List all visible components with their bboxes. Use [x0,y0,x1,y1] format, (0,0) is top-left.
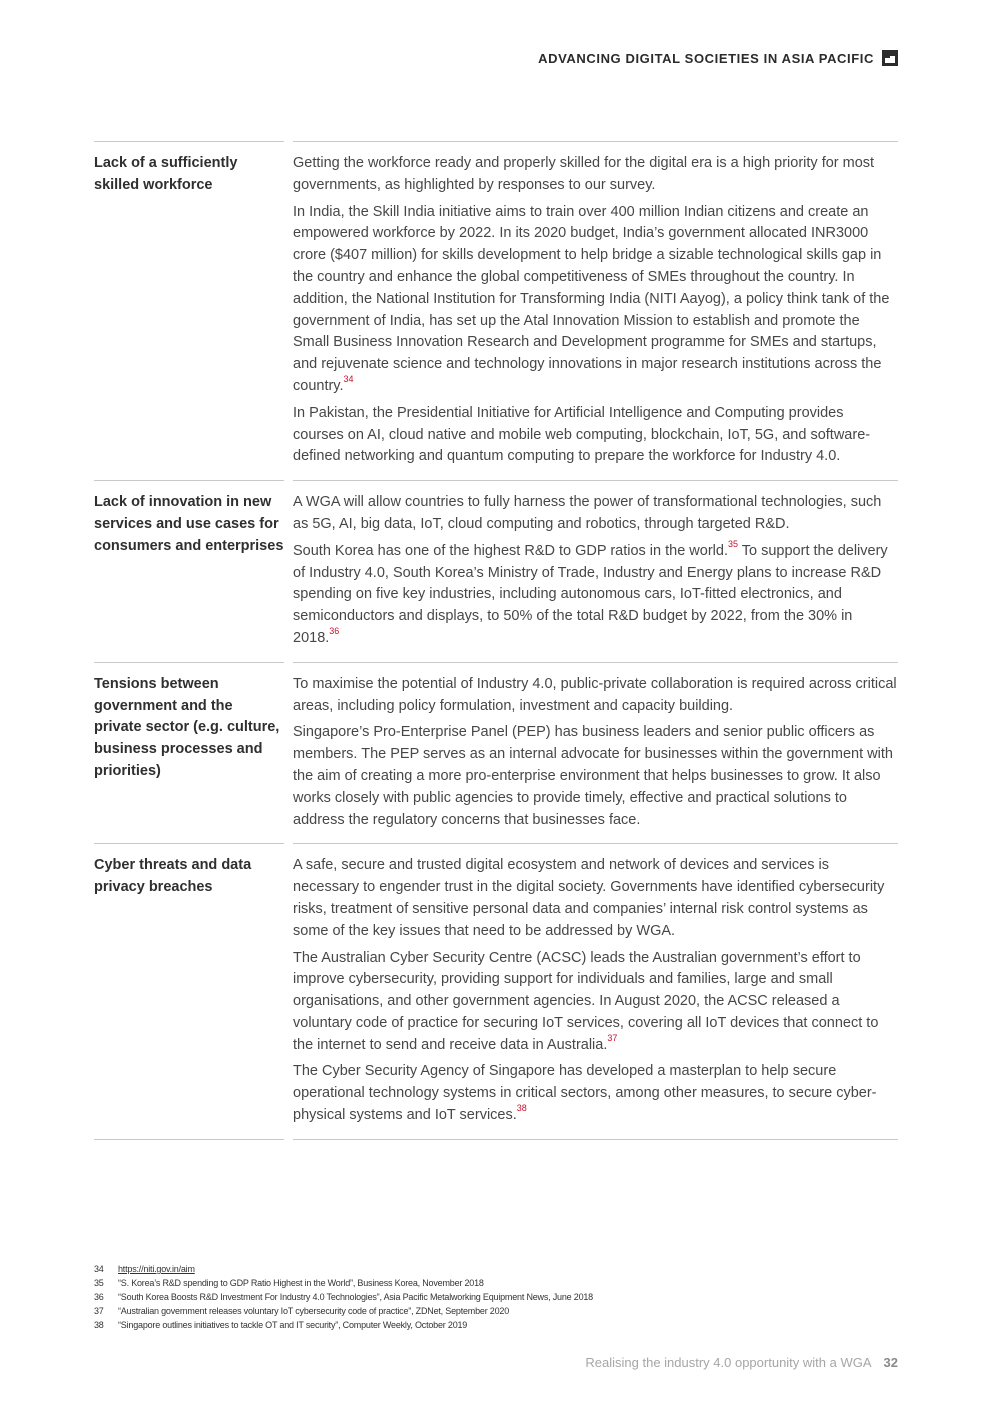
footnotes [94,1262,898,1332]
footnote-item [94,1318,898,1332]
footnote-link[interactable]: https://niti.gov.in/aim [118,1264,195,1274]
table-row [94,662,898,844]
body-paragraph: The Australian Cyber Security Centre (ACSC) leads the Australian government’s effort to improve cybersecurity, providing support for individuals and families, large and small organisations, and other government agencies. In August 2020, the ACSC released a voluntary code of practice for securing IoT services, covering all IoT devices that connect to the internet to send and receive data in Australia.$^{37}$ [293,949,879,1053]
footnote-ref[interactable]: 34 [343,374,354,385]
row-title: Lack of innovation in new services and use cases for consumers and enterprises [94,494,284,554]
table-bottom-rule [94,1139,898,1140]
body-paragraph: To maximise the potential of Industry 4.0, public-private collaboration is required across critical areas, including policy formulation, investment and capacity building. [293,675,897,714]
footnote-item [94,1276,898,1290]
row-title: Cyber threats and data privacy breaches [94,857,252,896]
footnote-number: 34 [94,1264,104,1274]
row-title: Lack of a sufficiently skilled workforce [94,155,238,193]
row-body [293,843,898,1139]
row-title: Tensions between government and the private sector (e.g. culture, business processes and priorities) [94,675,280,779]
page-header [538,49,898,67]
footnote-text: “South Korea Boosts R&D Investment For Industry 4.0 Technologies”, Asia Pacific Metalworking Equipment News, June 2018 [118,1292,593,1302]
footnote-ref[interactable]: 37 [607,1032,618,1043]
row-body [293,662,898,844]
footnote-number: 38 [94,1320,104,1330]
footnote-item [94,1304,898,1318]
footnote-number: 36 [94,1292,104,1302]
table-row [94,480,898,662]
body-paragraph: A WGA will allow countries to fully harness the power of transformational technologies, such as 5G, AI, big data, IoT, cloud computing and robotics, through targeted R&D. [293,494,882,532]
body-paragraph: Singapore’s Pro-Enterprise Panel (PEP) has business leaders and senior public officers as members. The PEP serves as an internal advocate for businesses within the government with the aim of creating a more pro-enterprise environment that helps businesses to grow. It also works closely with public agencies to provide timely, effective and practical solutions to address the regulatory concerns that businesses face. [293,724,893,828]
header-title: ADVANCING DIGITAL SOCIETIES IN ASIA PACIFIC [538,50,874,66]
body-paragraph: South Korea has one of the highest R&D to GDP ratios in the world.$^{35}$ To support the delivery of Industry 4.0, South Korea’s Ministry of Trade, Industry and Energy plans to increase R&D spending on five key industries, including autonomous cars, IoT-fitted electronics, and semiconductors and displays, to 50% of the total R&D budget by 2022, from the 30% in 2018.36 [293,538,888,646]
footnote-text: “Australian government releases voluntary IoT cybersecurity code of practice”, ZDNet, September 2020 [118,1306,510,1316]
footnote-item [94,1290,898,1304]
footnote-text: “Singapore outlines initiatives to tackle OT and IT security”, Computer Weekly, October 2019 [118,1320,468,1330]
row-body [293,141,898,480]
page-number: 32 [883,1355,898,1370]
footnote-item [94,1262,898,1276]
body-paragraph: Getting the workforce ready and properly skilled for the digital era is a high priority for most governments, as highlighted by responses to our survey. [293,155,875,193]
page-footer [585,1355,898,1370]
body-paragraph: A safe, secure and trusted digital ecosystem and network of devices and services is necessary to engender trust in the digital society. Governments have identified cybersecurity risks, treatment of sensitive personal data and companies’ internal risk control systems as some of the key issues that need to be addressed by WGA. [293,857,885,939]
footnote-ref[interactable]: 38 [516,1103,527,1114]
table-row [94,141,898,480]
report-logo-icon [882,50,898,66]
footer-title: Realising the industry 4.0 opportunity with a WGA [585,1355,872,1370]
challenges-table [94,141,898,1140]
body-paragraph: In India, the Skill India initiative aims to train over 400 million Indian citizens and create an empowered workforce by 2022. In its 2020 budget, India’s government allocated INR3000 crore ($407 million) for skills development to help bridge a sizable technological skills gap in the country and enhance the global competitiveness of SMEs throughout the country. In addition, the National Institution for Transforming India (NITI Aayog), a policy think tank of the government of India, has set up the Atal Innovation Mission to establish and promote the Small Business Innovation Research and Development programme for SMEs and startups, and rejuvenate science and technology innovations in major research institutions across the country.$^{34}$ [293,203,890,394]
footnote-number: 35 [94,1278,104,1288]
footnote-number: 37 [94,1306,104,1316]
table-row [94,843,898,1139]
footnote-ref[interactable]: 36 [329,626,340,637]
footnote-text: “S. Korea’s R&D spending to GDP Ratio Highest in the World”, Business Korea, November 2018 [118,1278,484,1288]
row-body [293,480,898,662]
body-paragraph: The Cyber Security Agency of Singapore has developed a masterplan to help secure operational technology systems in critical sectors, among other measures, to secure cyber-physical systems and IoT services.$^{38}$ [293,1063,877,1124]
footnote-ref[interactable]: 35 [727,538,738,549]
body-paragraph: In Pakistan, the Presidential Initiative for Artificial Intelligence and Computing provides courses on AI, cloud native and mobile web computing, blockchain, IoT, 5G, and software-defined networking and quantum computing to prepare the workforce for Industry 4.0. [293,404,871,465]
